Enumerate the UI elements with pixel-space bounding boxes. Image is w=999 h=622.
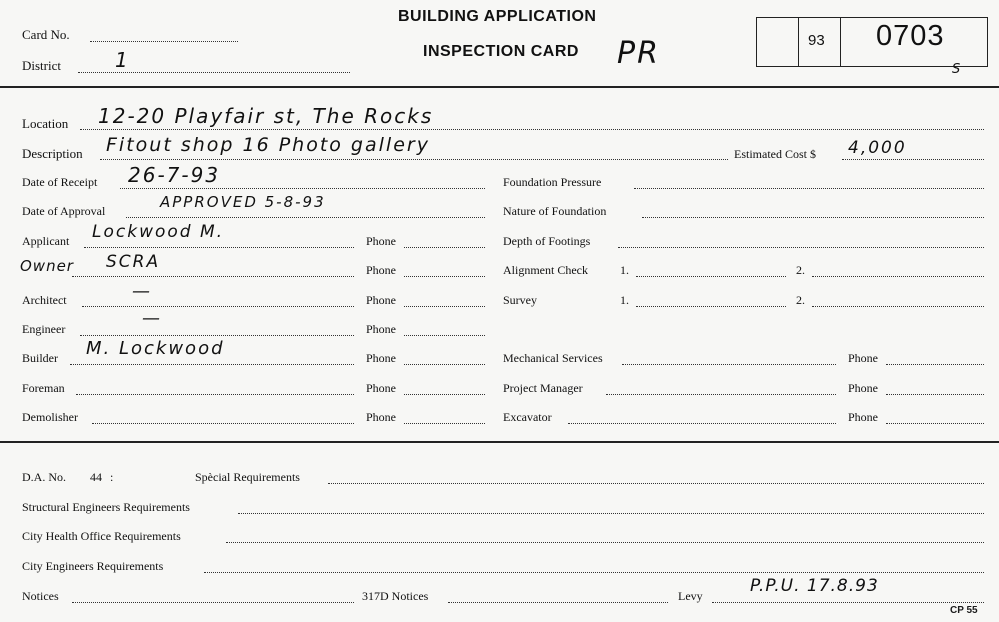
description-label: Description xyxy=(22,146,83,161)
date-receipt-label: Date of Receipt xyxy=(22,175,98,189)
card-no-label: Card No. xyxy=(22,27,70,42)
title-initials: PR xyxy=(617,36,660,71)
survey-item-1: 1. xyxy=(620,293,629,307)
foreman-line xyxy=(76,394,354,395)
title-line-1: BUILDING APPLICATION xyxy=(398,8,597,25)
architect-value: — xyxy=(132,281,152,302)
demolisher-phone-line xyxy=(404,423,485,424)
owner-value: SCRA xyxy=(106,252,161,272)
engineer-value: — xyxy=(142,308,162,329)
notices-317d-label: 317D Notices xyxy=(362,589,429,603)
foundation-pressure-line xyxy=(634,188,984,189)
architect-line xyxy=(82,306,354,307)
builder-phone-line xyxy=(404,364,485,365)
health-requirements-line xyxy=(226,542,984,543)
district-value: 1 xyxy=(115,48,130,72)
owner-label: Owner xyxy=(20,257,74,275)
health-requirements-label: City Health Office Requirements xyxy=(22,529,181,543)
notices-line xyxy=(72,602,354,603)
card-number-box xyxy=(756,17,988,67)
architect-phone-label: Phone xyxy=(366,293,396,307)
foreman-label: Foreman xyxy=(22,381,65,395)
notices-317d-line xyxy=(448,602,668,603)
card-number-divider-1 xyxy=(798,17,799,67)
excavator-phone-label: Phone xyxy=(848,410,878,424)
foreman-phone-line xyxy=(404,394,485,395)
structural-requirements-label: Structural Engineers Requirements xyxy=(22,500,190,514)
da-no-label: D.A. No. xyxy=(22,470,66,484)
excavator-label: Excavator xyxy=(503,410,552,424)
engineer-phone-line xyxy=(404,335,485,336)
project-manager-phone-label: Phone xyxy=(848,381,878,395)
project-manager-line xyxy=(606,394,836,395)
applicant-phone-label: Phone xyxy=(366,234,396,248)
engineer-phone-label: Phone xyxy=(366,322,396,336)
card-mark: S xyxy=(952,62,963,77)
foreman-phone-label: Phone xyxy=(366,381,396,395)
location-label: Location xyxy=(22,116,69,131)
date-receipt-line xyxy=(120,188,485,189)
applicant-label: Applicant xyxy=(22,234,70,248)
demolisher-phone-label: Phone xyxy=(366,410,396,424)
mechanical-phone-line xyxy=(886,364,984,365)
demolisher-line xyxy=(92,423,354,424)
alignment-line-2 xyxy=(812,276,984,277)
alignment-item-2: 2. xyxy=(796,263,805,277)
description-value: Fitout shop 16 Photo gallery xyxy=(106,134,430,156)
section-rule xyxy=(0,441,999,443)
notices-label: Notices xyxy=(22,589,59,603)
owner-phone-label: Phone xyxy=(366,263,396,277)
card-number-divider-2 xyxy=(840,17,841,67)
engineer-label: Engineer xyxy=(22,322,66,336)
depth-footings-label: Depth of Footings xyxy=(503,234,591,248)
demolisher-label: Demolisher xyxy=(22,410,78,424)
alignment-check-label: Alignment Check xyxy=(503,263,588,277)
date-approval-value: APPROVED 5-8-93 xyxy=(160,193,326,211)
survey-line-2 xyxy=(812,306,984,307)
card-number: 0703 xyxy=(876,20,945,52)
city-engineers-line xyxy=(204,572,984,573)
survey-label: Survey xyxy=(503,293,537,307)
applicant-phone-line xyxy=(404,247,485,248)
architect-label: Architect xyxy=(22,293,67,307)
special-requirements-line xyxy=(328,483,984,484)
da-no-value: 44 xyxy=(90,470,102,484)
excavator-phone-line xyxy=(886,423,984,424)
district-line xyxy=(78,72,350,73)
mechanical-label: Mechanical Services xyxy=(503,351,603,365)
city-engineers-label: City Engineers Requirements xyxy=(22,559,164,573)
builder-phone-label: Phone xyxy=(366,351,396,365)
special-requirements-label: Spècial Requirements xyxy=(195,470,300,484)
date-approval-line xyxy=(126,217,485,218)
builder-line xyxy=(70,364,354,365)
architect-phone-line xyxy=(404,306,485,307)
levy-label: Levy xyxy=(678,589,703,603)
form-code: CP 55 xyxy=(950,605,978,616)
foundation-pressure-label: Foundation Pressure xyxy=(503,175,602,189)
date-receipt-value: 26-7-93 xyxy=(128,163,221,187)
excavator-line xyxy=(568,423,836,424)
alignment-line-1 xyxy=(636,276,786,277)
mechanical-line xyxy=(622,364,836,365)
project-manager-phone-line xyxy=(886,394,984,395)
date-approval-label: Date of Approval xyxy=(22,204,106,218)
header-rule xyxy=(0,86,999,88)
survey-line-1 xyxy=(636,306,786,307)
estimated-cost-label: Estimated Cost $ xyxy=(734,147,816,161)
survey-item-2: 2. xyxy=(796,293,805,307)
district-label: District xyxy=(22,58,61,73)
description-line xyxy=(100,159,728,160)
card-no-line xyxy=(90,41,238,42)
location-value: 12-20 Playfair st, The Rocks xyxy=(98,104,434,128)
card-year: 93 xyxy=(808,32,825,49)
location-line xyxy=(80,129,984,130)
builder-value: M. Lockwood xyxy=(86,338,225,359)
owner-phone-line xyxy=(404,276,485,277)
owner-line xyxy=(72,276,354,277)
applicant-line xyxy=(84,247,354,248)
nature-foundation-label: Nature of Foundation xyxy=(503,204,607,218)
da-no-colon: : xyxy=(110,470,114,484)
title-line-2: INSPECTION CARD xyxy=(423,43,579,60)
levy-line xyxy=(712,602,984,603)
structural-requirements-line xyxy=(238,513,984,514)
engineer-line xyxy=(80,335,354,336)
nature-foundation-line xyxy=(642,217,984,218)
alignment-item-1: 1. xyxy=(620,263,629,277)
levy-value: P.P.U. 17.8.93 xyxy=(750,576,879,596)
mechanical-phone-label: Phone xyxy=(848,351,878,365)
estimated-cost-value: 4,000 xyxy=(848,138,907,158)
project-manager-label: Project Manager xyxy=(503,381,583,395)
builder-label: Builder xyxy=(22,351,58,365)
applicant-value: Lockwood M. xyxy=(92,222,225,242)
estimated-cost-line xyxy=(842,159,984,160)
depth-footings-line xyxy=(618,247,984,248)
